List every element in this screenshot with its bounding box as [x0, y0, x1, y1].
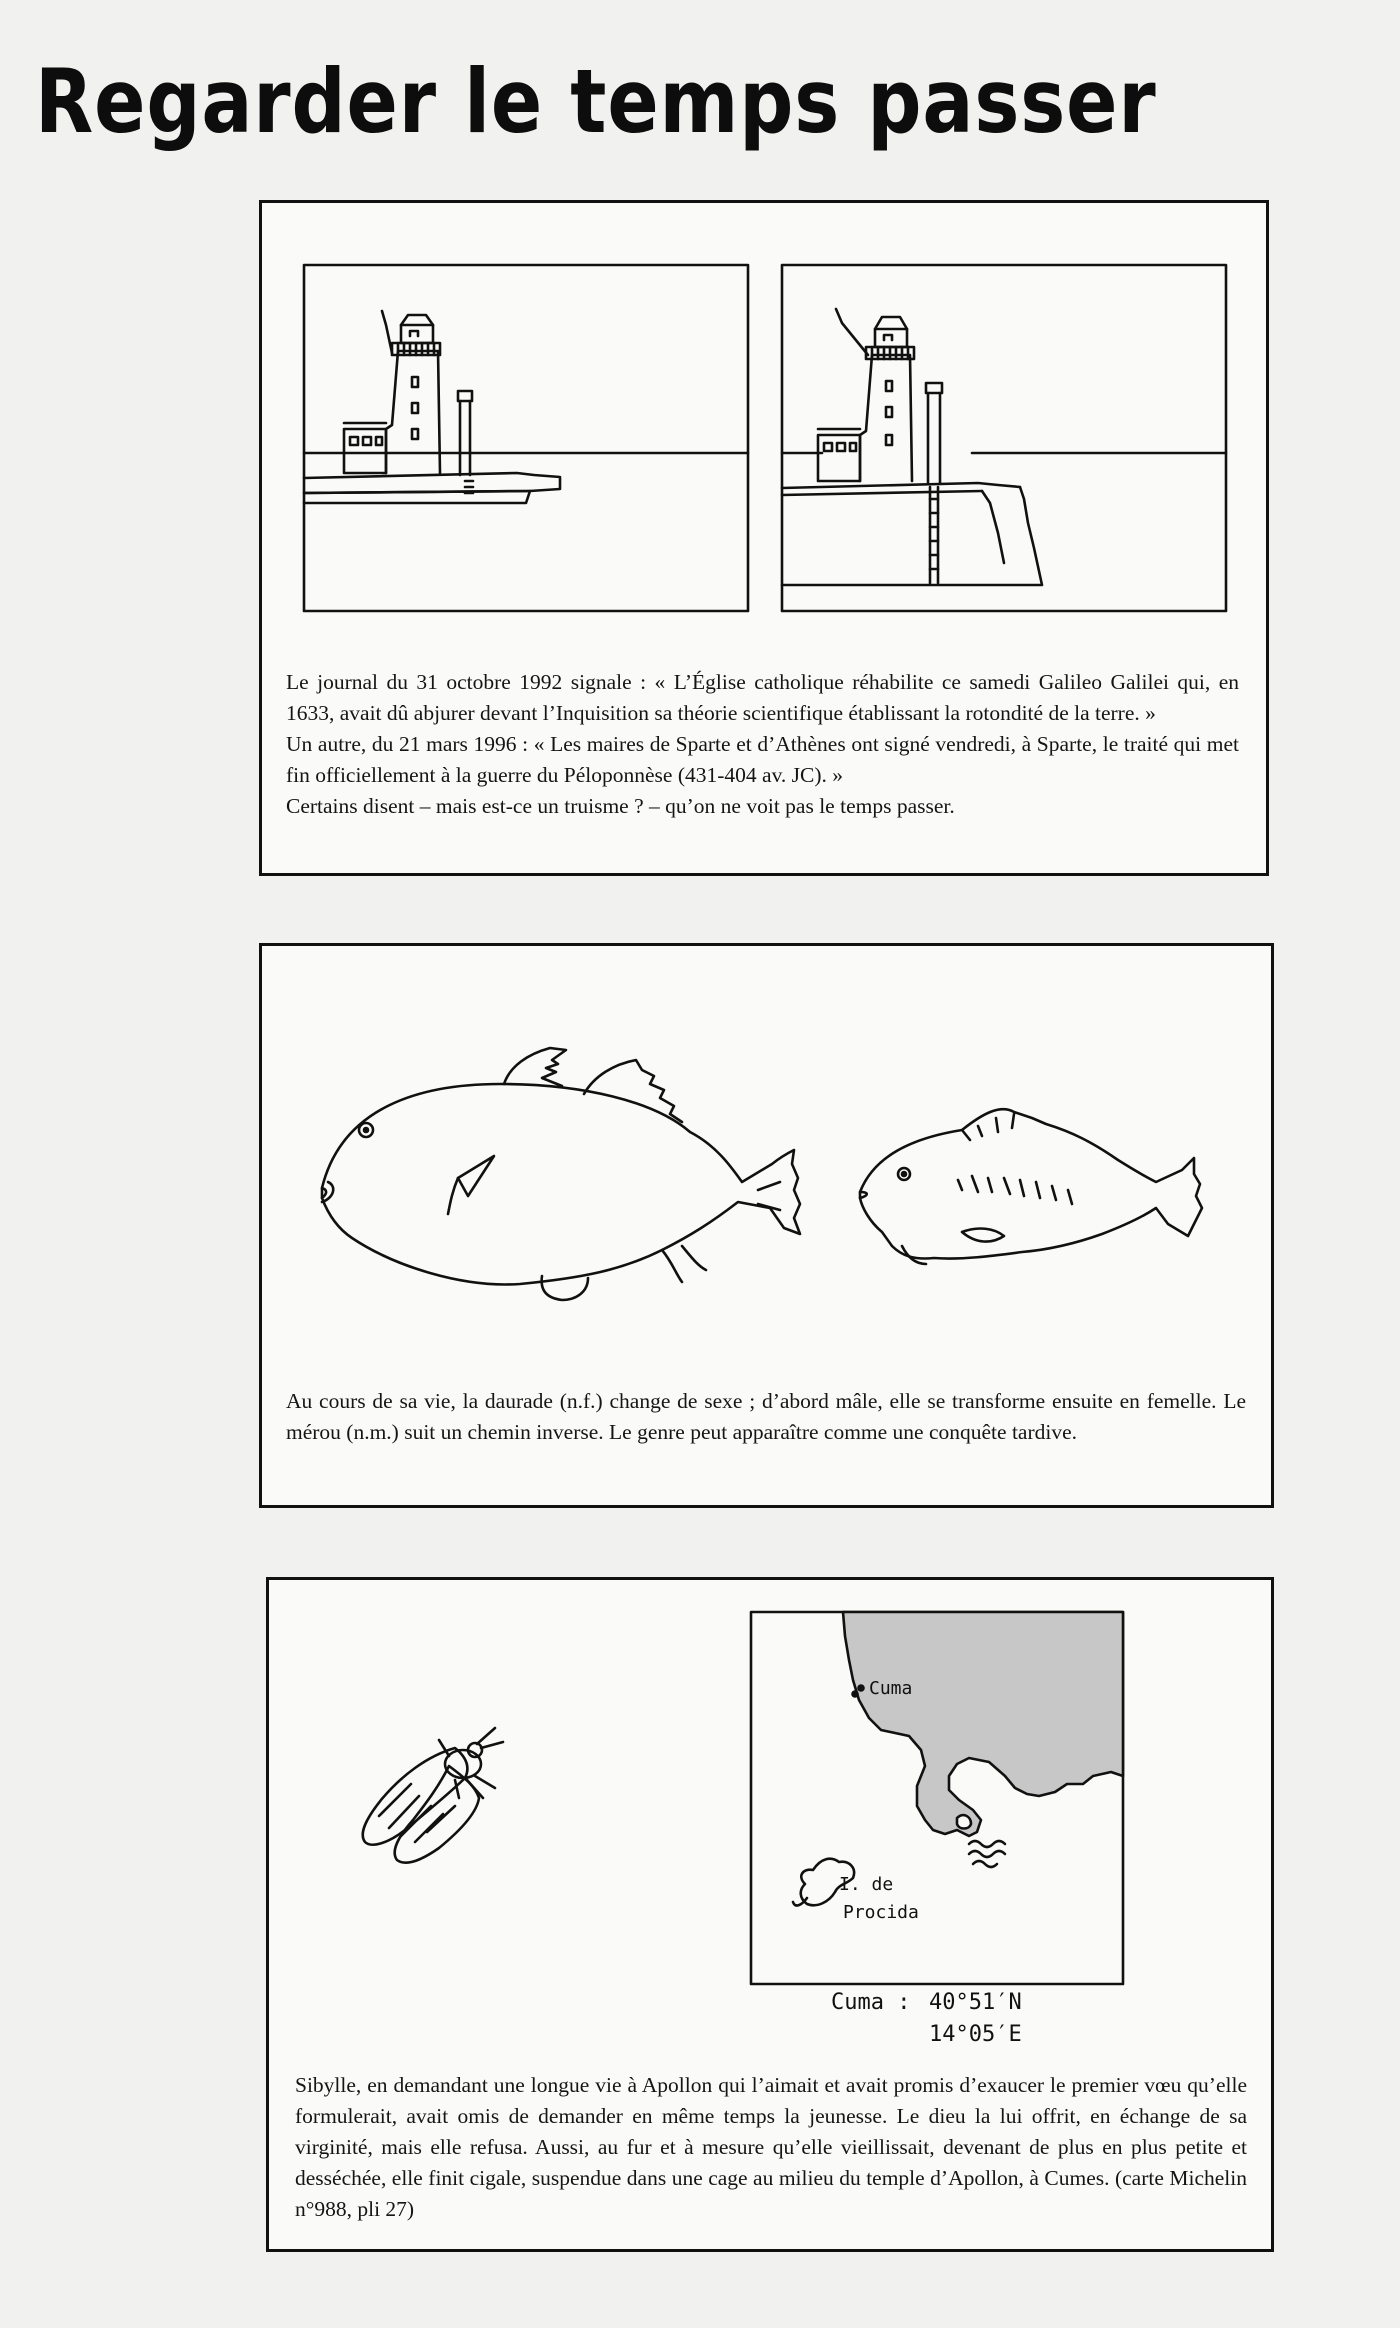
fish-caption: Au cours de sa vie, la daurade (n.f.) change de sexe ; d’abord mâle, elle se transforme ensuite en femelle. Le mérou (n.m.) suit un chemin inverse. Le genre peut apparaître comme une conquête tardive.: [286, 1389, 1246, 1444]
merou-fish: [860, 1109, 1202, 1264]
coast-land: [843, 1612, 1123, 1836]
map-label-island-line1: I. de: [839, 1874, 894, 1895]
coord-latitude: 40°51′N: [929, 1990, 1022, 2015]
coord-longitude: 14°05′E: [929, 2022, 1022, 2047]
annex-before: [344, 429, 386, 473]
page-title: Regarder le temps passer: [35, 50, 1157, 153]
map-label-island-line2: Procida: [843, 1902, 919, 1923]
daurade-fish: [322, 1048, 800, 1300]
sibyl-panel: [266, 1577, 1274, 2252]
lighthouse-caption: [286, 667, 1239, 822]
cicada-drawing: [363, 1728, 503, 1863]
coord-place: Cuma :: [831, 1990, 911, 2015]
lighthouse-panel: [259, 200, 1269, 876]
sibyl-caption: Sibylle, en demandant une longue vie à Apollon qui l’aimait et avait promis d’exaucer le premier vœu qu’elle formulerait, avait omis de demander en même temps la jeunesse. Le dieu la lui offrit, en échange de sa virginité, mais elle refusa. Aussi, au fur et à mesure qu’elle vieillissait, devenant de plus en plus petite et desséchée, elle finit cigale, suspendue dans une cage au milieu du temple d’Apollon, à Cumes. (carte Michelin n°988, pli 27): [295, 2073, 1247, 2221]
fish-panel: [259, 943, 1274, 1508]
quay-after: [782, 483, 1020, 488]
caption-line-galileo: Le journal du 31 octobre 1992 signale : « L’Église catholique réhabilite ce samedi Galileo Galilei qui, en 1633, avait dû abjurer devant l’Inquisition sa théorie scientifique établissant la rotondité de la terre. »: [286, 670, 1239, 725]
lighthouse-frame-after: [782, 265, 1226, 611]
caption-line-sparte: Un autre, du 21 mars 1996 : « Les maires de Sparte et d’Athènes ont signé vendredi, à Sparte, le traité qui met fin officiellement à la guerre du Péloponnèse (431-404 av. JC). »: [286, 732, 1239, 787]
map-label-cuma: Cuma: [869, 1678, 913, 1699]
caption-line-truisme: Certains disent – mais est-ce un truisme ? – qu’on ne voit pas le temps passer.: [286, 794, 955, 818]
lighthouse-frame-before: [304, 265, 748, 611]
wave-icon: [969, 1841, 1005, 1847]
